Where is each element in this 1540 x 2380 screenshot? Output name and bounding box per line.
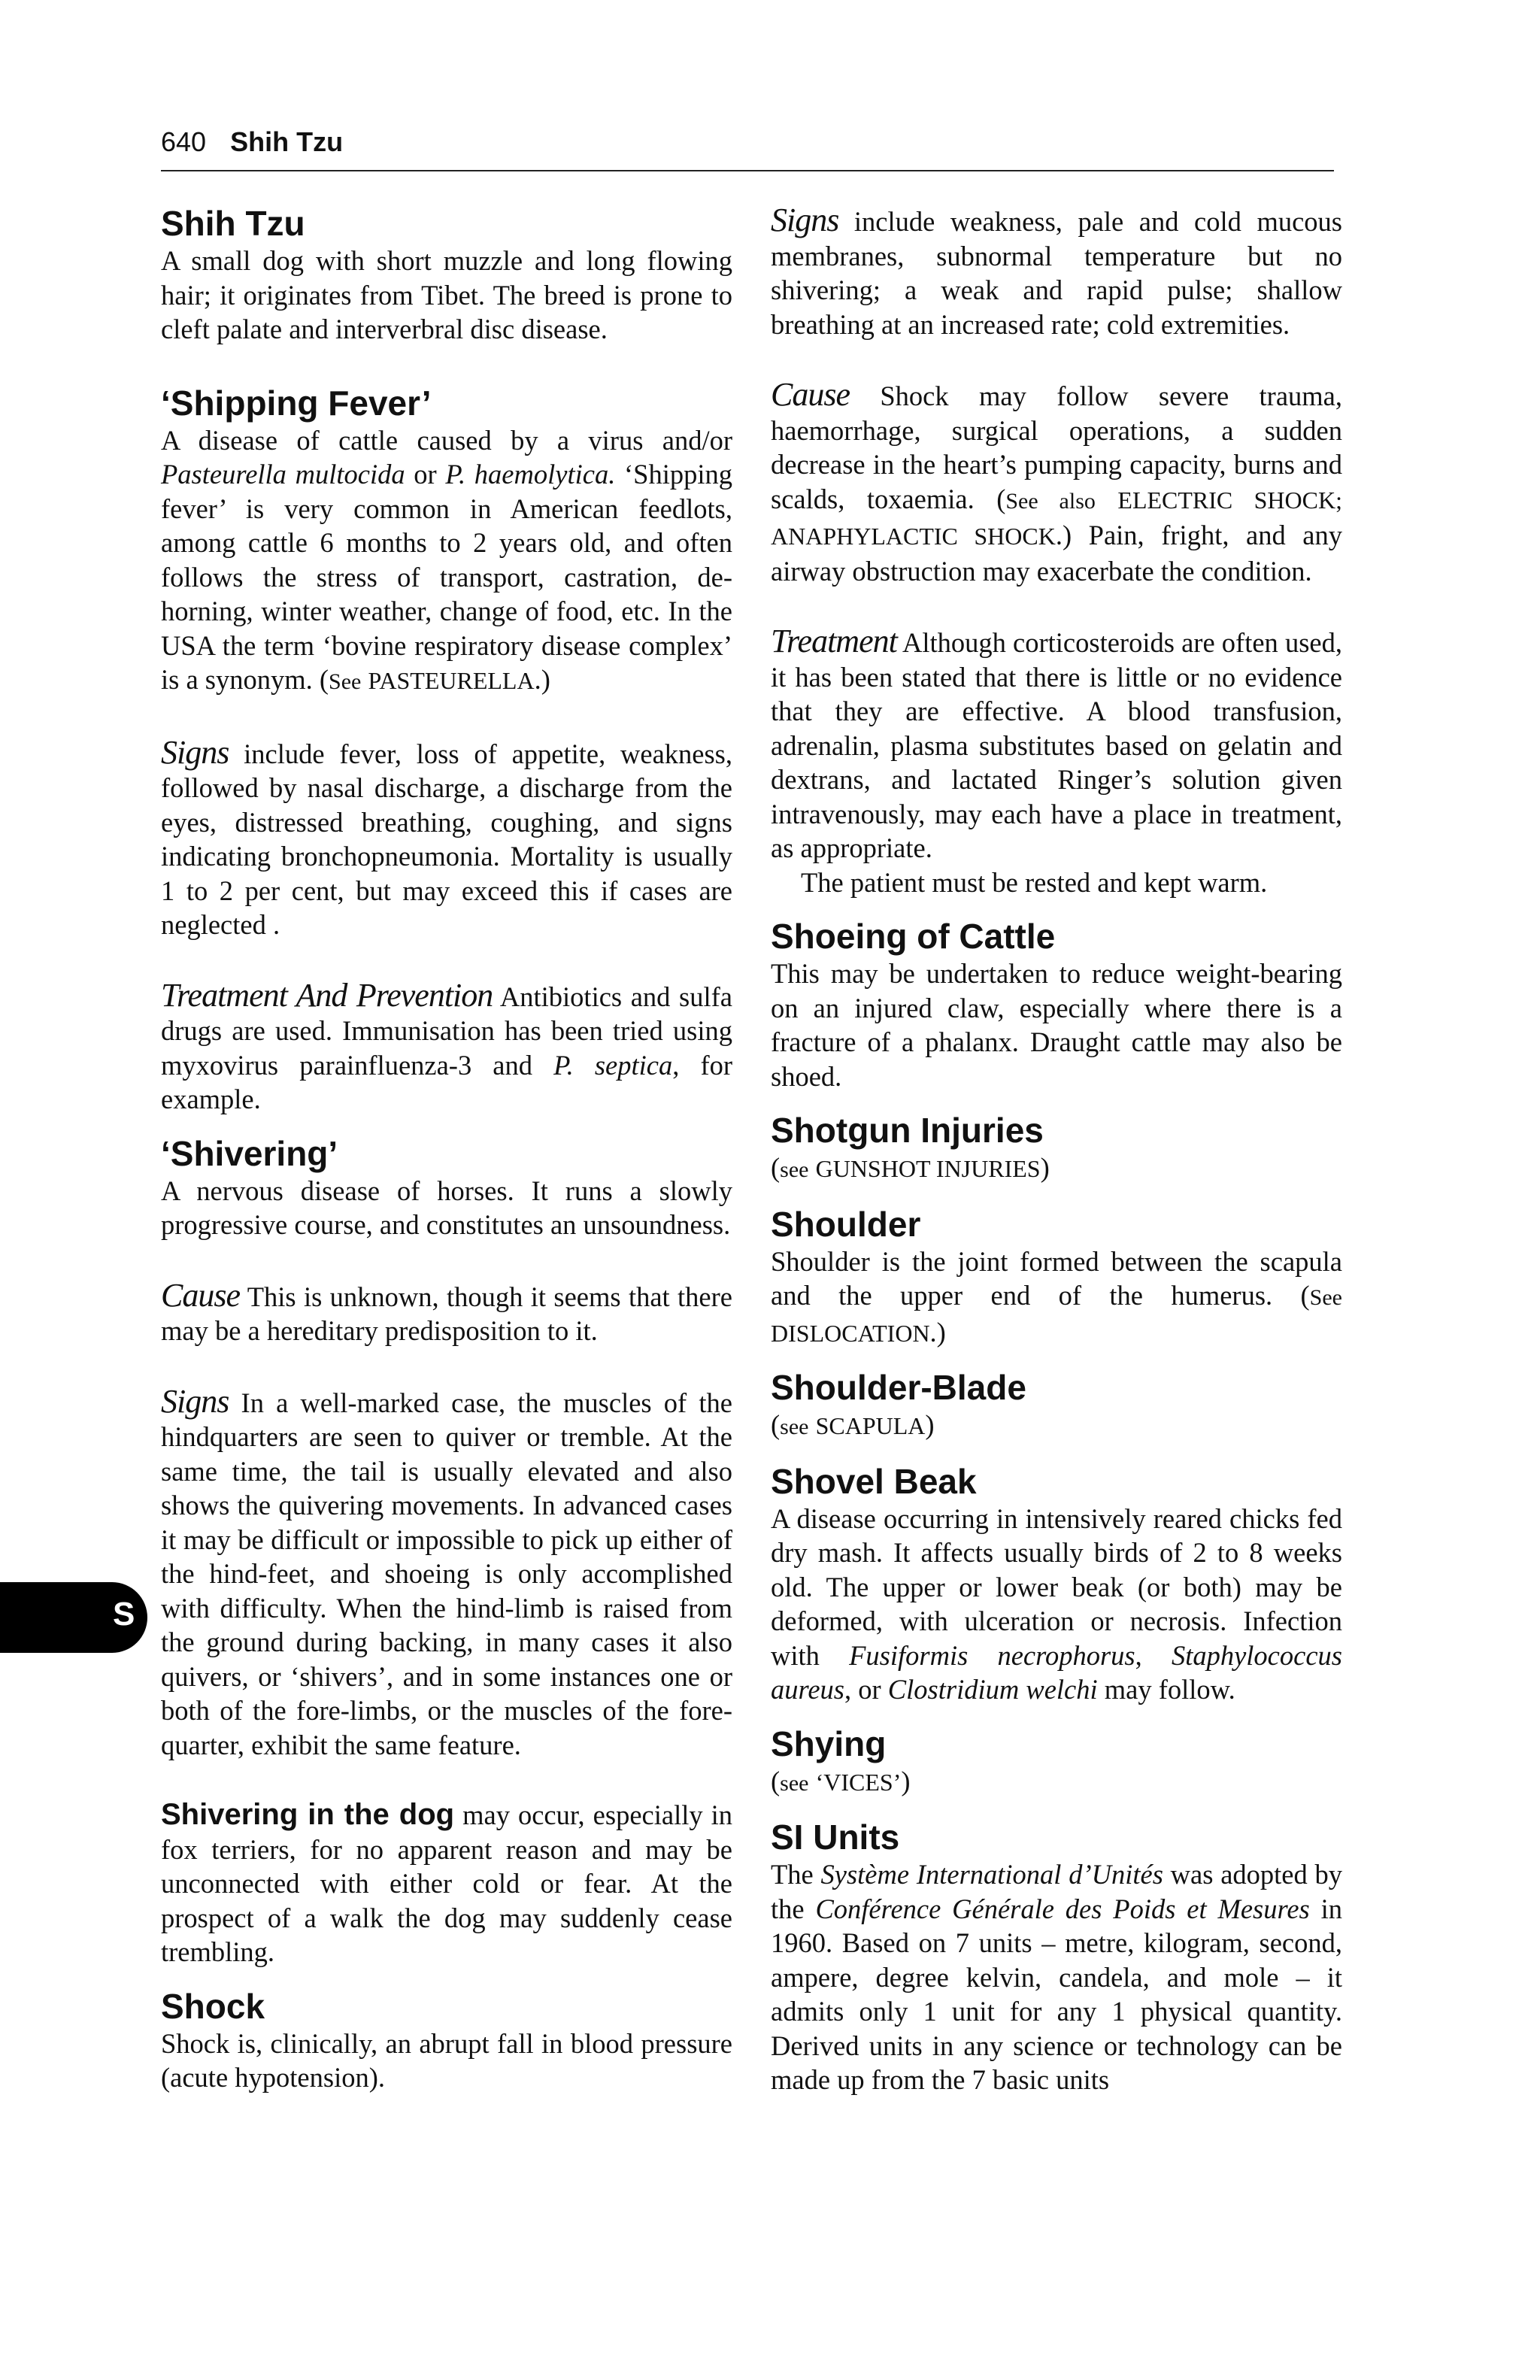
entry-heading-shivering: ‘Shivering’ xyxy=(161,1133,338,1173)
subentry-shivering-dog: Shivering in the dog may occur, especially in fox terriers, for no apparent reason and may be unconnected with either cold or fear. At the prospect of a walk the dog may suddenly cease trembling. xyxy=(161,1798,732,1967)
page-number: 640 xyxy=(161,126,207,157)
subentry-shock-treatment: Treatment Although corticosteroids are often used, it has been stated that there is little or no evidence that they are effective. A blood transfusion, adrenalin, plasma substitutes based on gelatin and dextrans, and lactated Ringer’s solution given intravenously, may each have a place in treatment, as appropriate. xyxy=(771,623,1342,863)
entry-text-shock: Shock is, clinically, an abrupt fall in blood pressure (acute hypotension). xyxy=(161,2027,732,2093)
subentry-shipping-signs: Signs include fever, loss of appetite, weakness, followed by nasal discharge, a discharge from the eyes, distressed breathing, coughing, and signs indicating bronchopneumonia. Mortality is usually 1 to 2 per cent, but may exceed this if cases are neglected . xyxy=(161,733,732,940)
subentry-shipping-treatment: Treatment And Prevention Antibiotics and sulfa drugs are used. Immunisation has been tried using myxovirus parainfluenza-3 and P. septica, for example. xyxy=(161,976,733,1114)
entry-heading-shipping-fever: ‘Shipping Fever’ xyxy=(161,383,432,423)
entry-text-shoeing: This may be undertaken to reduce weight-bearing on an injured claw, especially where there is a fracture of a phalanx. Draught cattle may also be shoed. xyxy=(771,958,1342,1092)
entry-heading-si-units: SI Units xyxy=(771,1818,900,1857)
left-column xyxy=(161,203,732,2095)
entry-heading-shock: Shock xyxy=(161,1986,265,2026)
running-title: Shih Tzu xyxy=(230,126,344,157)
running-head xyxy=(161,126,1334,171)
entry-heading-shih-tzu: Shih Tzu xyxy=(161,204,305,243)
entry-text-shih-tzu: A small dog with short muzzle and long flowing hair; it originates from Tibet. The breed is prone to cleft palate and interverbral disc disease. xyxy=(161,245,732,344)
cross-reference: ‘VICES’ xyxy=(815,1768,902,1796)
cross-reference: PASTEURELLA xyxy=(368,667,535,694)
entry-text-shotgun: (see GUNSHOT INJURIES) xyxy=(771,1152,1050,1183)
entry-text-si-units: The Système International d’Unités was adopted by the Conférence Générale des Poids et Mesures in 1960. Based on 7 units – metre, kilogram, second, ampere, degree kelvin, candela, and mole – it admits only 1 unit for any 1 physical quantity. Derived units in any science or technology can be made up from the 7 basic units xyxy=(771,1859,1343,2095)
subentry-shock-signs: Signs include weakness, pale and cold mucous membranes, subnormal temperature but no shivering; a weak and rapid pulse; shallow breathing at an increased rate; cold extremities. xyxy=(771,202,1342,340)
subentry-shivering-cause: Cause This is unknown, though it seems that there may be a hereditary predisposition to it. xyxy=(161,1276,732,1346)
thumb-tab-letter: S xyxy=(113,1596,135,1633)
entry-heading-shoulder-blade: Shoulder-Blade xyxy=(771,1368,1026,1407)
subentry-shock-cause: Cause Shock may follow severe trauma, haemorrhage, surgical operations, a sudden decrease in the heart’s pumping capacity, burns and scalds, toxaemia. (See also ELECTRIC SHOCK; ANAPHYLACTIC SHOCK.) Pain, fright, and any airway obstruction may exacerbate the condition. xyxy=(771,376,1343,587)
entry-text-shivering: A nervous disease of horses. It runs a slowly progressive course, and constitutes an unsoundness. xyxy=(161,1175,732,1240)
shock-treatment-note: The patient must be rested and kept warm. xyxy=(801,866,1268,898)
entry-heading-shying: Shying xyxy=(771,1724,887,1763)
section-thumb-tab xyxy=(0,1582,147,1653)
entry-heading-shotgun: Shotgun Injuries xyxy=(771,1111,1044,1150)
cross-reference: ELECTRIC SHOCK; ANAPHYLACTIC SHOCK xyxy=(771,486,1342,550)
entry-text-shovel-beak: A disease occurring in intensively reared chicks fed dry mash. It affects usually birds of 2 to 8 weeks old. The upper or lower beak (or both) may be deformed, with ulceration or necrosis. Infection with Fusiformis necrophorus, Staphylococcus aureus, or Clostridium welchi may follow. xyxy=(771,1502,1342,1705)
cross-reference: GUNSHOT INJURIES xyxy=(815,1155,1041,1182)
right-column xyxy=(771,203,1342,2097)
entry-heading-shovel-beak: Shovel Beak xyxy=(771,1461,977,1501)
subentry-shivering-signs: Signs In a well-marked case, the muscles of the hindquarters are seen to quiver or tremble. At the same time, the tail is usually elevated and also shows the quivering movements. In advanced cases it may be difficult or impossible to pick up either of the hind-feet, and shoeing is only accomplished with difficulty. When the hind-limb is raised from the ground during backing, in many cases it also quivers, or ‘shivers’, and in some instances one or both of the fore-limbs, or the muscles of the fore-quarter, exhibit the same feature. xyxy=(161,1382,732,1760)
entry-heading-shoulder: Shoulder xyxy=(771,1204,921,1244)
entry-text-shoulder: Shoulder is the joint formed between the scapula and the upper end of the humerus. (See DISLOCATION.) xyxy=(771,1245,1342,1348)
cross-reference: DISLOCATION xyxy=(771,1319,930,1347)
entry-heading-shoeing: Shoeing of Cattle xyxy=(771,917,1056,956)
cross-reference: SCAPULA xyxy=(815,1412,926,1439)
entry-text-shipping-fever: A disease of cattle caused by a virus and/or Pasteurella multocida or P. haemolytica. ‘Shipping fever’ is very common in American feedlots, among cattle 6 months to 2 years old, and often follows the stress of transport, castration, de-horning, winter weather, change of food, etc. In the USA the term ‘bovine respiratory disease complex’ is a synonym. (See PASTEURELLA.) xyxy=(161,424,733,695)
entry-text-shoulder-blade: (see SCAPULA) xyxy=(771,1409,935,1440)
entry-text-shying: (see ‘VICES’) xyxy=(771,1765,911,1796)
